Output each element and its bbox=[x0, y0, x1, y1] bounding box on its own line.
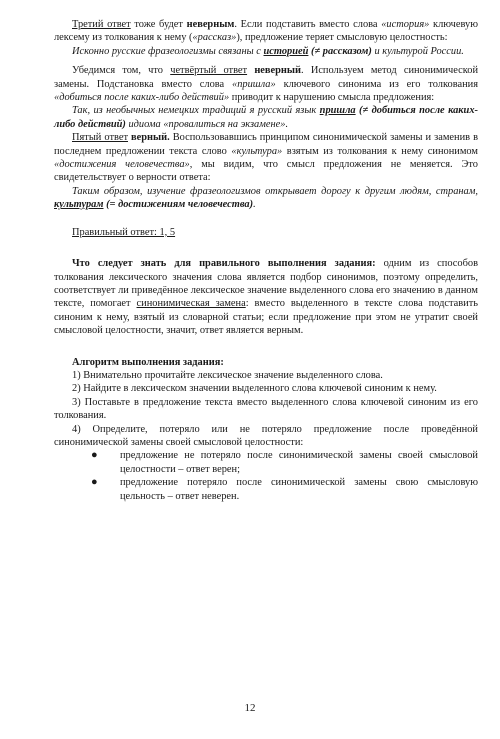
verdict-incorrect: неверный bbox=[254, 65, 301, 77]
text-run: Убедимся том, что bbox=[72, 65, 171, 77]
section-heading: Что следует знать для правильного выполнения задания: bbox=[72, 258, 376, 270]
text-run: . bbox=[253, 199, 256, 211]
text-run: . Если подставить вместо слова bbox=[234, 19, 382, 30]
quoted-word: «культура» bbox=[231, 145, 283, 157]
example-fourth-answer bbox=[54, 104, 478, 131]
bullet-text: предложение потеряло после синонимической замены свою смысловую цельность – ответ неверен. bbox=[120, 477, 478, 502]
text-run: . Используем метод синонимической замены. Подстановка вместо слова bbox=[54, 65, 478, 90]
text-run: тоже будет bbox=[130, 19, 187, 30]
verdict-correct: верный. bbox=[131, 132, 170, 144]
algorithm-step: 1) Внимательно прочитайте лексическое значение выделенного слова. bbox=[72, 369, 383, 381]
text-run: Воспользовавшись принципом синонимической замены и заменив в последнем предложении текста слово bbox=[54, 132, 479, 157]
text-run: идиома «провалиться на экзамене». bbox=[125, 118, 289, 130]
quoted-word: «история» bbox=[381, 19, 430, 30]
algorithm-step: 3) Поставьте в предложение текста вместо выделенного слова ключевой синоним из его толкования. bbox=[54, 396, 478, 422]
quoted-word: «добиться после каких-либо действий» bbox=[54, 92, 230, 104]
quoted-word: «достижения человечества» bbox=[54, 159, 190, 171]
example-third-answer bbox=[54, 45, 478, 58]
substitution: (≠ добиться после каких-либо действий) bbox=[54, 105, 478, 130]
paragraph-fourth-answer bbox=[54, 64, 478, 104]
text-run: Таким образом, изучение фразеологизмов открывает дорогу к другим людям, странам, bbox=[72, 185, 478, 197]
keyword: историей bbox=[263, 45, 309, 57]
page-number: 12 bbox=[244, 702, 256, 714]
keyword: культурам bbox=[54, 199, 104, 211]
list-item bbox=[91, 476, 478, 503]
example-fifth-answer bbox=[54, 185, 478, 212]
paragraph-fifth-answer bbox=[54, 131, 478, 185]
text-run: одним из способов толкования лексического значения слова является подбор синонимов, поэтому определить, соответствует ли приведённое лексическое значение выделенного слова его значению в данном тексте, помогает bbox=[54, 258, 478, 310]
text-run: приводит к нарушению смысла предложения: bbox=[229, 92, 435, 104]
text-run: : вместо выделенного в тексте слова подставить синоним к нему, взятый из словарной статьи; если предложение при этом не утратит своей смысловой целостности, значит, ответ является верным. bbox=[54, 298, 478, 337]
text-run: и культурой России. bbox=[371, 45, 464, 57]
bullet-icon: ● bbox=[91, 476, 98, 489]
fourth-answer-label: четвёртый ответ bbox=[170, 65, 248, 77]
keyword: пришла bbox=[319, 105, 356, 117]
quoted-word: «рассказ» bbox=[192, 32, 237, 44]
bullet-text: предложение не потеряло после синонимической замены своей смысловой целостности – ответ верен; bbox=[120, 450, 478, 475]
algorithm-title: Алгоритм выполнения задания: bbox=[72, 356, 224, 368]
text-run: Исконно русские фразеологизмы связаны с bbox=[72, 45, 264, 57]
algorithm-bullets bbox=[54, 449, 478, 503]
list-item bbox=[91, 449, 478, 476]
text-run: Так, из необычных немецких традиций я русский язык bbox=[72, 105, 320, 117]
fifth-answer-label: Пятый ответ bbox=[72, 132, 128, 144]
substitution: (= достижениям человечества) bbox=[103, 199, 254, 211]
text-run: ключевую лексему из толкования к нему ( bbox=[54, 19, 478, 44]
algorithm-step: 2) Найдите в лексическом значении выделенного слова ключевой синоним к нему. bbox=[72, 383, 437, 395]
text-run: , мы видим, что смысл предложения не меняется. Это свидетельствует о верности ответа: bbox=[54, 159, 478, 184]
third-answer-label: Третий ответ bbox=[72, 19, 131, 30]
key-term: синонимическая замена bbox=[136, 298, 246, 310]
paragraph-what-to-know bbox=[54, 257, 478, 337]
text-run: ), предложение теряет смысловую целостность: bbox=[236, 32, 448, 44]
substitution: (≠ рассказом) bbox=[308, 45, 372, 57]
algorithm-step: 4) Определите, потеряло или не потеряло предложение после проведённой синонимической замены своей смысловой целостности: bbox=[54, 423, 478, 448]
bullet-icon: ● bbox=[91, 449, 98, 462]
quoted-word: «пришла» bbox=[232, 78, 276, 90]
verdict-incorrect: неверным bbox=[186, 19, 235, 30]
correct-answer: Правильный ответ: 1, 5 bbox=[72, 226, 176, 238]
text-run: ключевого синонима из его толкования bbox=[275, 78, 478, 90]
text-run: взятым из толкования к нему синонимом bbox=[282, 145, 478, 157]
paragraph-third-answer bbox=[54, 18, 478, 45]
